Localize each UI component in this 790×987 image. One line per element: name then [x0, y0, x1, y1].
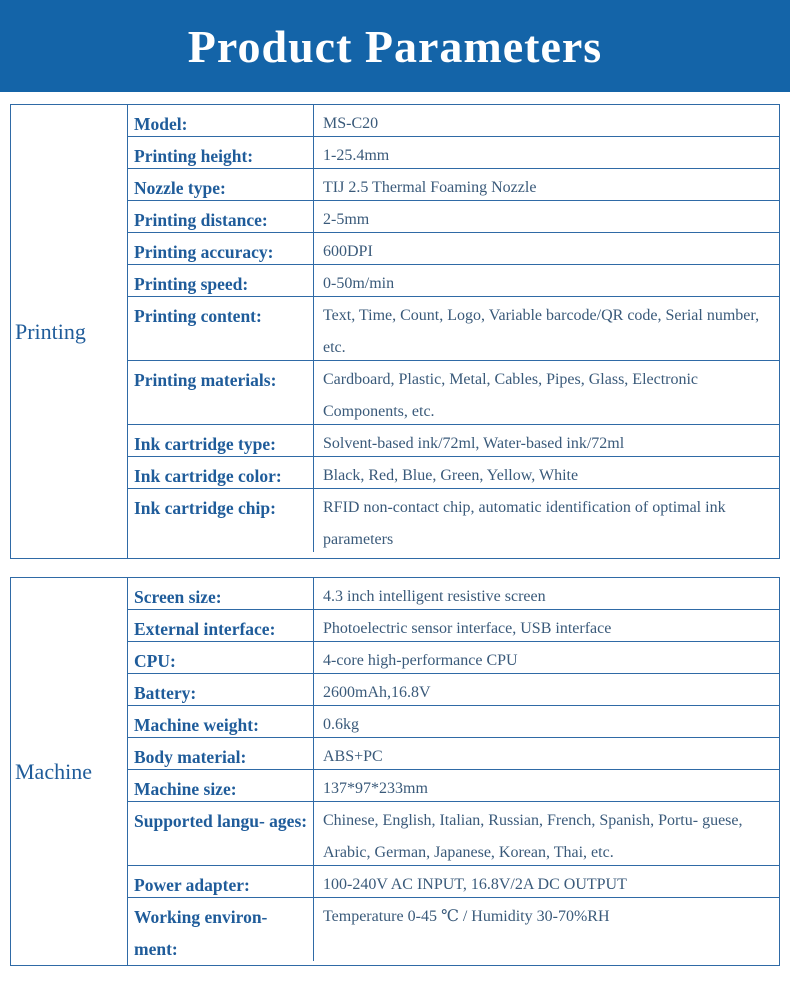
param-value: Temperature 0-45 ℃ / Humidity 30-70%RH	[323, 908, 610, 925]
table-row	[128, 802, 779, 866]
table-row	[128, 425, 779, 457]
table-row	[128, 770, 779, 802]
param-value: 600DPI	[323, 243, 373, 260]
table-row	[128, 489, 779, 552]
param-label: Body material:	[128, 738, 314, 769]
param-label: Printing content:	[128, 297, 314, 360]
table-row	[128, 898, 779, 961]
param-value: ABS+PC	[323, 748, 383, 765]
param-label: Power adapter:	[128, 866, 314, 897]
param-value: 137*97*233mm	[323, 780, 428, 797]
param-label: Printing distance:	[128, 201, 314, 232]
header-banner	[0, 0, 790, 92]
param-label: Ink cartridge chip:	[128, 489, 314, 552]
param-label: Working environ- ment:	[128, 898, 314, 961]
param-value: Solvent-based ink/72ml, Water-based ink/72ml	[323, 435, 625, 452]
param-value: 2-5mm	[323, 211, 370, 228]
param-value: Black, Red, Blue, Green, Yellow, White	[323, 467, 579, 484]
param-value: 100-240V AC INPUT, 16.8V/2A DC OUTPUT	[323, 876, 627, 893]
param-value: MS-C20	[323, 115, 379, 132]
param-value: Text, Time, Count, Logo, Variable barcode/QR code, Serial number, etc.	[323, 307, 760, 356]
table-row	[128, 297, 779, 361]
param-value: 2600mAh,16.8V	[323, 684, 431, 701]
param-rows	[128, 578, 779, 965]
param-rows	[128, 105, 779, 558]
param-value: 0-50m/min	[323, 275, 395, 292]
param-value: 4.3 inch intelligent resistive screen	[323, 588, 546, 605]
param-value: 1-25.4mm	[323, 147, 390, 164]
param-label: Supported langu- ages:	[128, 802, 314, 865]
machine-section	[10, 577, 780, 966]
category-label: Machine	[11, 578, 128, 965]
table-row	[128, 610, 779, 642]
param-label: Battery:	[128, 674, 314, 705]
param-label: Machine weight:	[128, 706, 314, 737]
param-label: Printing accuracy:	[128, 233, 314, 264]
param-value: 0.6kg	[323, 716, 359, 733]
table-row	[128, 105, 779, 137]
printing-section	[10, 104, 780, 559]
table-row	[128, 361, 779, 425]
table-row	[128, 738, 779, 770]
table-row	[128, 265, 779, 297]
table-row	[128, 233, 779, 265]
param-value: 4-core high-performance CPU	[323, 652, 518, 669]
param-value: Photoelectric sensor interface, USB interface	[323, 620, 612, 637]
table-row	[128, 866, 779, 898]
param-label: Machine size:	[128, 770, 314, 801]
param-label: Nozzle type:	[128, 169, 314, 200]
param-label: External interface:	[128, 610, 314, 641]
table-row	[128, 674, 779, 706]
category-label: Printing	[11, 105, 128, 558]
table-row	[128, 642, 779, 674]
table-row	[128, 169, 779, 201]
param-label: CPU:	[128, 642, 314, 673]
param-value: RFID non-contact chip, automatic identification of optimal ink parameters	[323, 499, 726, 548]
param-value: Cardboard, Plastic, Metal, Cables, Pipes, Glass, Electronic Components, etc.	[323, 371, 699, 420]
param-value: Chinese, English, Italian, Russian, French, Spanish, Portu- guese, Arabic, German, Japanese, Korean, Thai, etc.	[323, 812, 743, 861]
page-title: Product Parameters	[187, 20, 603, 72]
param-label: Printing height:	[128, 137, 314, 168]
param-label: Ink cartridge type:	[128, 425, 314, 456]
param-label: Ink cartridge color:	[128, 457, 314, 488]
param-label: Printing materials:	[128, 361, 314, 424]
table-row	[128, 137, 779, 169]
param-label: Model:	[128, 105, 314, 136]
table-row	[128, 578, 779, 610]
param-label: Printing speed:	[128, 265, 314, 296]
param-value: TIJ 2.5 Thermal Foaming Nozzle	[323, 179, 537, 196]
table-row	[128, 201, 779, 233]
table-row	[128, 706, 779, 738]
table-row	[128, 457, 779, 489]
param-label: Screen size:	[128, 578, 314, 609]
